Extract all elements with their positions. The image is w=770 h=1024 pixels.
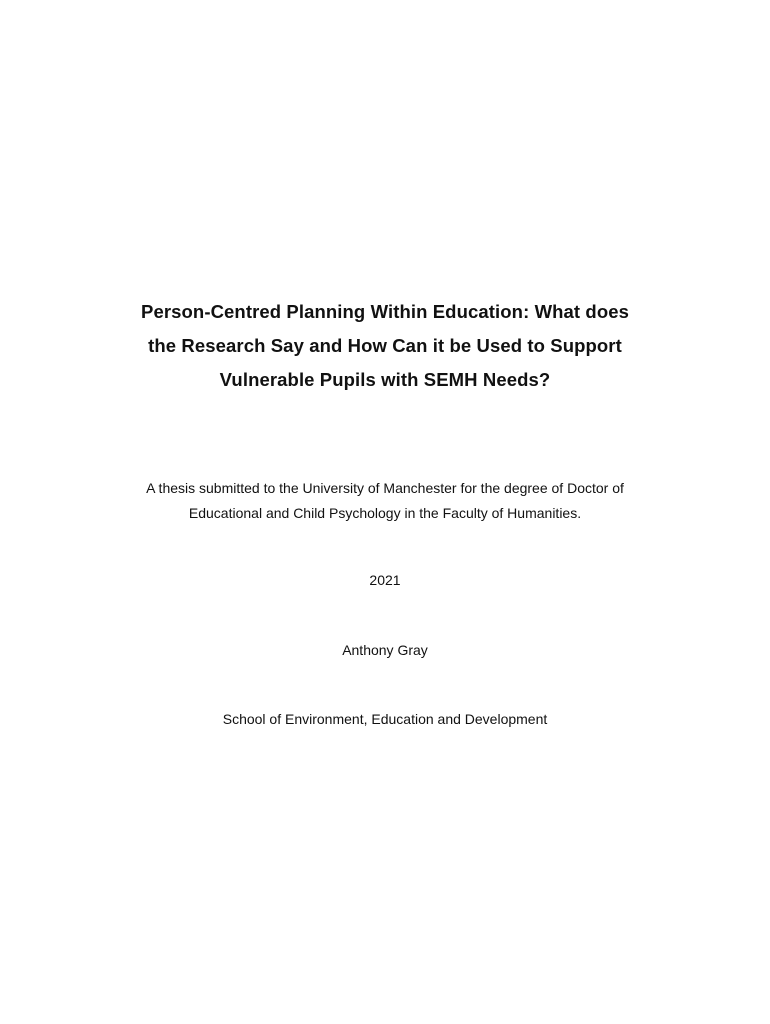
thesis-title-line: the Research Say and How Can it be Used to Support (148, 335, 622, 356)
submission-statement-line: Educational and Child Psychology in the Faculty of Humanities. (188, 504, 582, 521)
submission-statement-line: A thesis submitted to the University of Manchester for the degree of Doctor of (146, 480, 624, 496)
thesis-title (0, 295, 770, 397)
school-name: School of Environment, Education and Development (222, 711, 548, 727)
thesis-title-line: Person-Centred Planning Within Education: What does (141, 301, 629, 322)
author-name: Anthony Gray (342, 642, 428, 658)
submission-year: 2021 (369, 572, 401, 588)
thesis-title-line: Vulnerable Pupils with SEMH Needs? (219, 369, 551, 390)
submission-statement (0, 476, 770, 525)
